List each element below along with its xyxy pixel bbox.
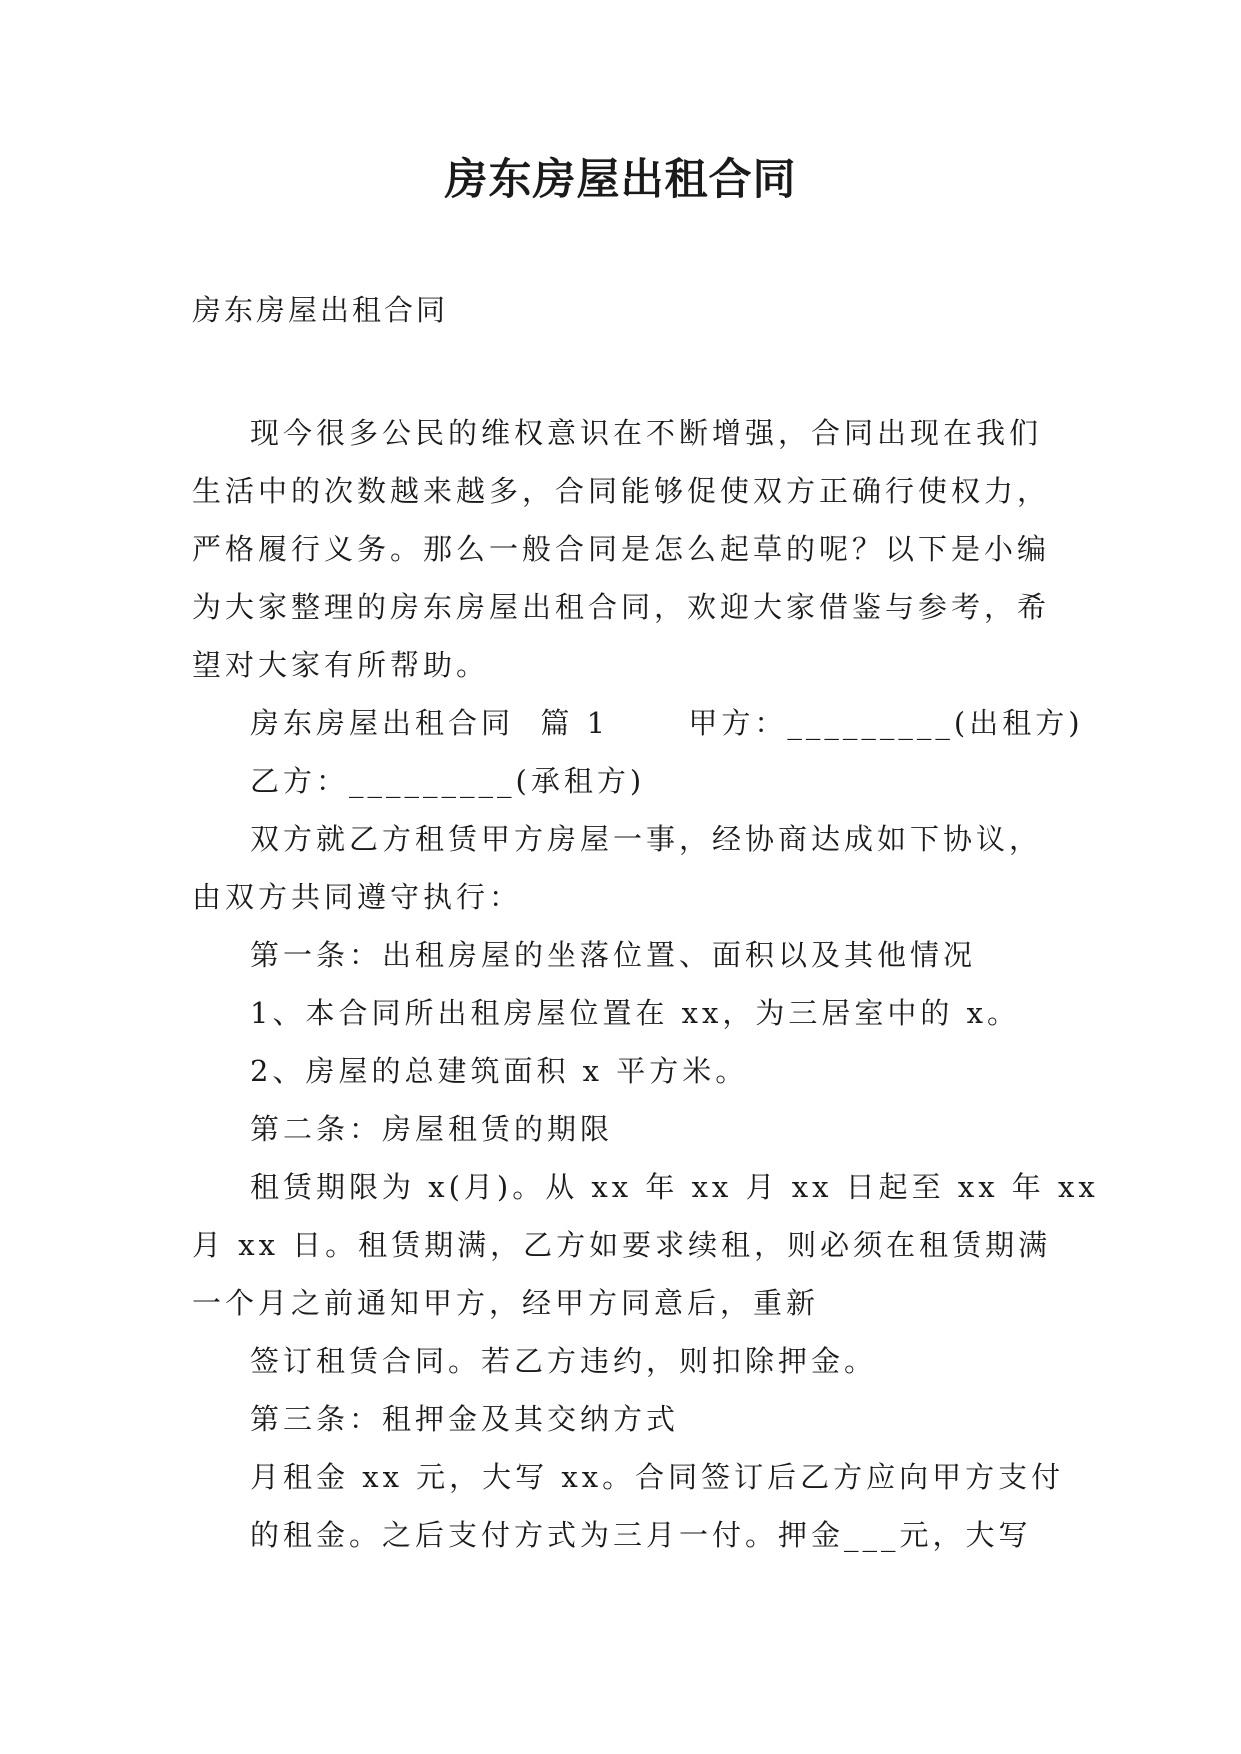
article-2-text: 租赁期限为 x(月)。从 xx 年 xx 月 xx 日起至 xx 年 xx [250,1170,1099,1204]
intro-line: 为大家整理的房东房屋出租合同，欢迎大家借鉴与参考，希 [192,590,1051,624]
agreement-line: 双方就乙方租赁甲方房屋一事，经协商达成如下协议， [250,822,1043,856]
document-subtitle: 房东房屋出租合同 [192,293,449,327]
intro-line: 望对大家有所帮助。 [192,648,490,682]
article-3-text: 的租金。之后支付方式为三月一付。押金___元，大写 [250,1518,1032,1552]
document-body [192,404,1099,1564]
agreement-line: 由双方共同遵守执行： [192,880,523,914]
article-1-heading: 第一条：出租房屋的坐落位置、面积以及其他情况 [250,938,977,972]
article-2-heading: 第二条：房屋租赁的期限 [250,1112,614,1146]
article-1-item: 1、本合同所出租房屋位置在 xx，为三居室中的 x。 [250,996,1020,1030]
article-2-text: 月 xx 日。租赁期满，乙方如要求续租，则必须在租赁期满 [192,1228,1052,1262]
intro-line: 严格履行义务。那么一般合同是怎么起草的呢？以下是小编 [192,532,1051,566]
document-title: 房东房屋出租合同 [444,155,797,205]
article-3-text: 月租金 xx 元，大写 xx。合同签订后乙方应向甲方支付 [250,1460,1065,1494]
contract-heading-line: 房东房屋出租合同 篇 1 甲方：_________(出租方) [250,706,1084,740]
article-2-text: 签订租赁合同。若乙方违约，则扣除押金。 [250,1344,878,1378]
intro-line: 生活中的次数越来越多，合同能够促使双方正确行使权力， [192,474,1051,508]
intro-line: 现今很多公民的维权意识在不断增强，合同出现在我们 [250,416,1043,450]
article-2-text: 一个月之前通知甲方，经甲方同意后，重新 [192,1286,820,1320]
article-1-item: 2、房屋的总建筑面积 x 平方米。 [250,1054,749,1088]
article-3-heading: 第三条：租押金及其交纳方式 [250,1402,680,1436]
party-b-line: 乙方：_________(承租方) [250,764,646,798]
